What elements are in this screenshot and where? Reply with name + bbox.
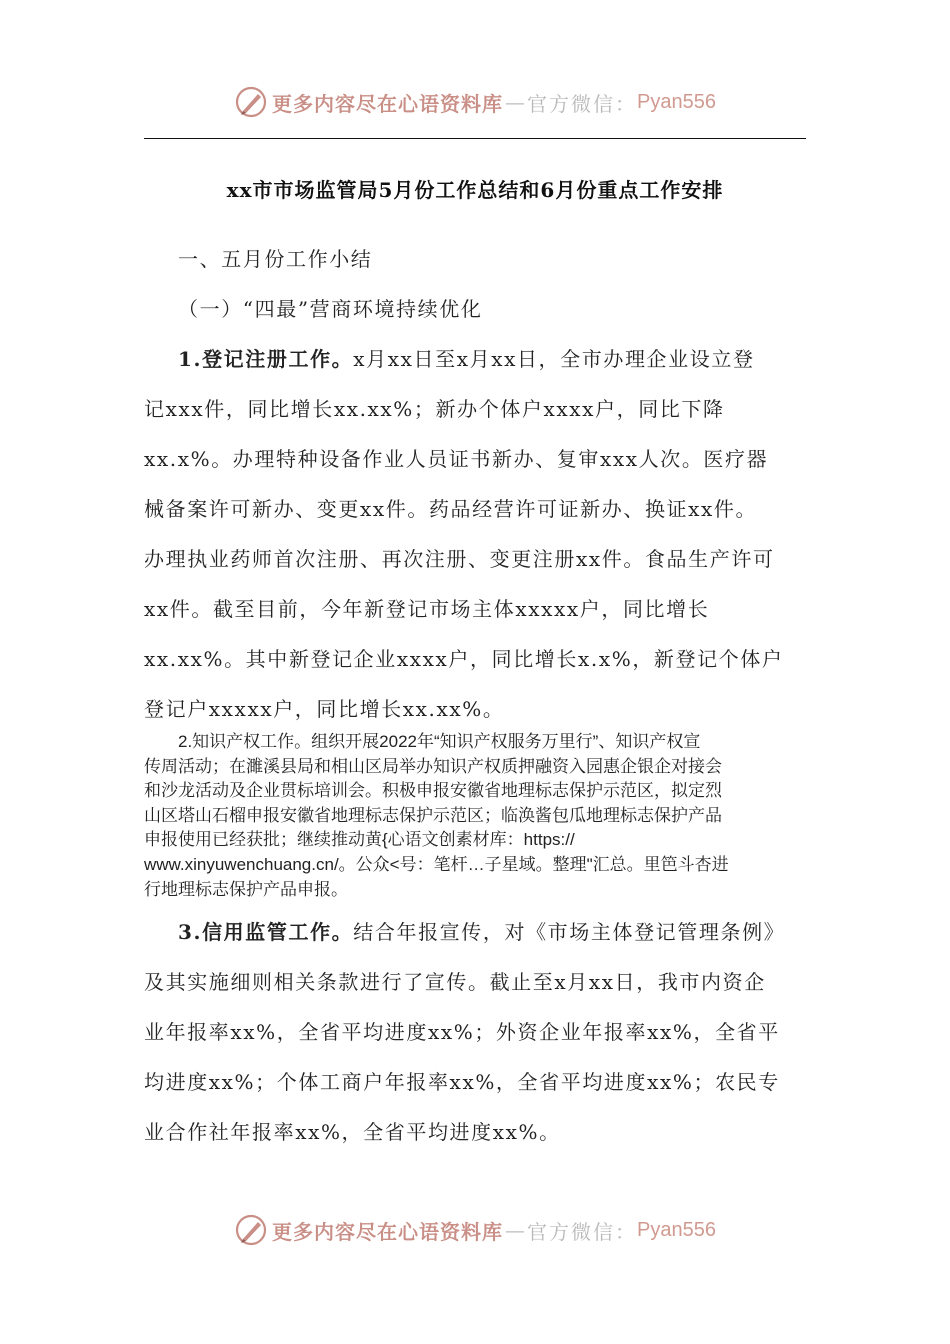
section1-line-3: xx.x%。办理特种设备作业人员证书新办、复审xxx人次。医疗器 [144,447,769,471]
section3-lead: 3.信用监管工作。 [178,920,354,944]
section2-line-6: www.xinyuwenchuang.cn/。公众<号：笔杆…子星域。整理"汇总。里笆斗杏进 [144,854,729,874]
section2-paragraph [144,730,806,902]
section1-line-1 [178,343,755,372]
section2-line-1: 2.知识产权工作。组织开展2022年“知识产权服务万里行”、知识产权宣 [178,732,701,751]
watermark-brand: 更多内容尽在心语资料库 [272,91,504,116]
heading-level2: （一）“四最”营商环境持续优化 [178,297,483,321]
section3-line-5: 业合作社年报率xx%，全省平均进度xx%。 [144,1120,561,1144]
section1-line-5: 办理执业药师首次注册、再次注册、变更注册xx件。食品生产许可 [144,547,775,571]
watermark-separator: — [505,1218,526,1242]
section1-line-7: xx.xx%。其中新登记企业xxxx户，同比增长x.x%，新登记个体户 [144,647,784,671]
watermark-label: 官方微信： [527,91,638,116]
watermark-brand: 更多内容尽在心语资料库 [272,1219,504,1244]
watermark-separator: — [505,90,526,114]
section1-line-2: 记xxx件，同比增长xx.xx%；新办个体户xxxx户，同比下降 [144,397,725,421]
footer-watermark [0,1210,950,1250]
header-watermark [0,82,950,122]
section1-lead: 1.登记注册工作。 [178,347,354,371]
watermark-handle: Pyan556 [637,90,716,113]
pen-logo-icon [234,85,268,119]
section3-line-4: 均进度xx%；个体工商户年报率xx%，全省平均进度xx%；农民专 [144,1070,780,1094]
section1-text-1: x月xx日至x月xx日，全市办理企业设立登 [353,347,755,371]
section2-line-2: 传周活动；在濉溪县局和相山区局举办知识产权质押融资入园惠企银企对接会 [144,756,722,776]
document-title: xx市市场监管局5月份工作总结和6月份重点工作安排 [226,178,724,202]
watermark-label: 官方微信： [527,1219,638,1244]
watermark-handle: Pyan556 [637,1218,716,1241]
section3-text-1: 结合年报宣传，对《市场主体登记管理条例》 [353,920,786,944]
section1-line-8: 登记户xxxxx户，同比增长xx.xx%。 [144,697,505,721]
section1-line-4: 械备案许可新办、变更xx件。药品经营许可证新办、换证xx件。 [144,497,758,521]
section2-line-4: 山区塔山石榴申报安徽省地理标志保护示范区；临涣酱包瓜地理标志保护产品 [144,805,722,825]
heading-level1: 一、五月份工作小结 [178,247,373,271]
section1-line-6: xx件。截至目前，今年新登记市场主体xxxxx户，同比增长 [144,597,710,621]
pen-logo-icon [234,1213,268,1247]
section3-line-1 [178,916,785,945]
section2-line-5: 申报使用已经获批；继续推动黄{心语文创素材库：https:// [144,830,575,850]
section2-line-7: 行地理标志保护产品申报。 [144,879,348,899]
section3-line-2: 及其实施细则相关条款进行了宣传。截止至x月xx日，我市内资企 [144,970,766,994]
header-divider [144,138,806,139]
section2-line-3: 和沙龙活动及企业贯标培训会。积极申报安徽省地理标志保护示范区，拟定烈 [144,781,722,801]
section3-line-3: 业年报率xx%，全省平均进度xx%；外资企业年报率xx%，全省平 [144,1020,780,1044]
